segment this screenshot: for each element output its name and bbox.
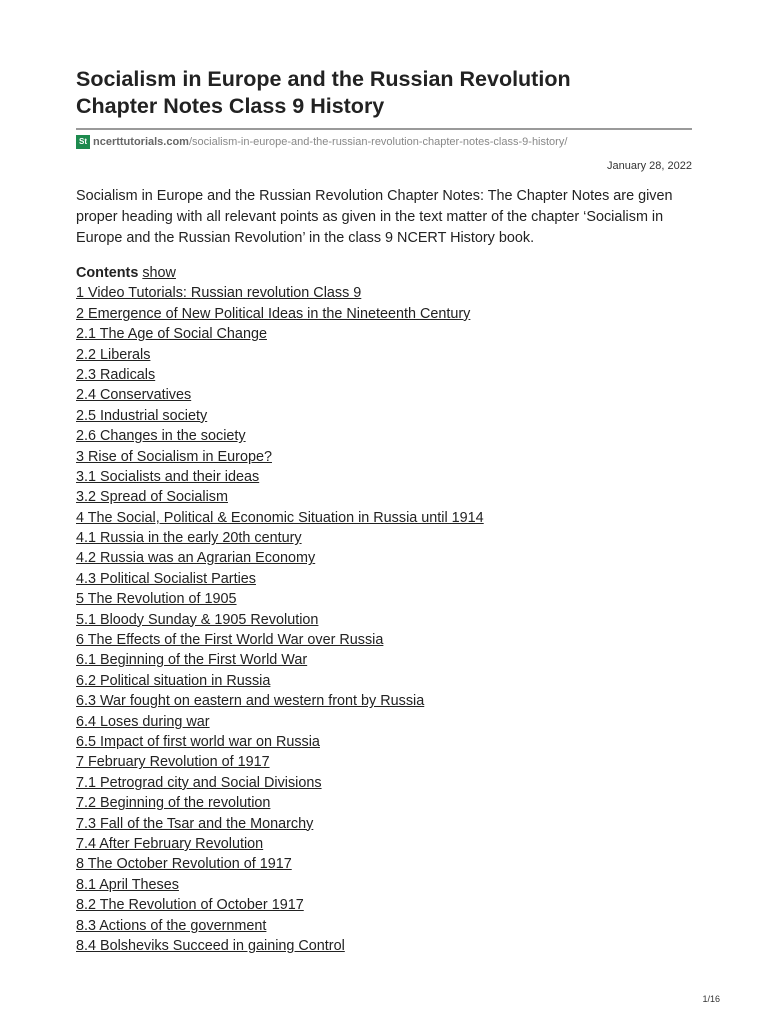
toc-item (76, 732, 692, 752)
page-number: 1/16 (702, 994, 720, 1004)
toc-item (76, 854, 692, 874)
toc-item (76, 773, 692, 793)
toc-item (76, 895, 692, 915)
source-link[interactable] (76, 134, 692, 150)
publish-date: January 28, 2022 (606, 160, 692, 172)
contents-toggle-link[interactable]: show (142, 265, 176, 281)
toc-item (76, 671, 692, 691)
toc-list (76, 283, 692, 956)
toc-link[interactable]: 7 February Revolution of 1917 (76, 754, 270, 771)
toc-item (76, 365, 692, 385)
toc-link[interactable]: 8.3 Actions of the government (76, 917, 267, 934)
toc-link[interactable]: 8.2 The Revolution of October 1917 (76, 897, 304, 914)
intro-paragraph: Socialism in Europe and the Russian Revolution Chapter Notes: The Chapter Notes are given proper heading with all relevant points as given in the text matter of the chapter ‘Socialism in Europe and the Russian Revolution’ in the class 9 NCERT History book. (76, 188, 673, 246)
toc-item (76, 834, 692, 854)
toc-link[interactable]: 4.1 Russia in the early 20th century (76, 530, 302, 547)
toc-link[interactable]: 8.4 Bolsheviks Succeed in gaining Control (76, 937, 345, 954)
toc-link[interactable]: 4 The Social, Political & Economic Situation in Russia until 1914 (76, 509, 484, 526)
toc-item (76, 712, 692, 732)
toc-item (76, 487, 692, 507)
toc-item (76, 610, 692, 630)
toc-item (76, 793, 692, 813)
toc-item (76, 916, 692, 936)
toc-item (76, 630, 692, 650)
toc-link[interactable]: 4.2 Russia was an Agrarian Economy (76, 550, 316, 567)
toc-link[interactable]: 8 The October Revolution of 1917 (76, 856, 292, 873)
page-title (76, 66, 692, 120)
toc-item (76, 508, 692, 528)
toc-link[interactable]: 7.1 Petrograd city and Social Divisions (76, 774, 322, 791)
toc-item (76, 936, 692, 956)
toc-link[interactable]: 2.3 Radicals (76, 366, 156, 383)
toc-item (76, 447, 692, 467)
toc-link[interactable]: 8.1 April Theses (76, 876, 179, 893)
toc-link[interactable]: 3.2 Spread of Socialism (76, 489, 228, 506)
article (76, 66, 692, 956)
toc-link[interactable]: 6.5 Impact of first world war on Russia (76, 733, 320, 750)
toc-link[interactable]: 2.1 The Age of Social Change (76, 326, 267, 343)
toc-link[interactable]: 6.3 War fought on eastern and western front by Russia (76, 693, 425, 710)
toc-item (76, 752, 692, 772)
site-logo-icon: St (76, 135, 90, 149)
toc-item (76, 385, 692, 405)
table-of-contents (76, 263, 692, 956)
toc-item (76, 814, 692, 834)
toc-link[interactable]: 4.3 Political Socialist Parties (76, 570, 256, 587)
toc-link[interactable]: 5 The Revolution of 1905 (76, 591, 237, 608)
toc-item (76, 426, 692, 446)
toc-link[interactable]: 2 Emergence of New Political Ideas in the Nineteenth Century (76, 305, 471, 322)
toc-item (76, 324, 692, 344)
toc-link[interactable]: 6 The Effects of the First World War over Russia (76, 632, 384, 649)
toc-item (76, 467, 692, 487)
toc-link[interactable]: 3 Rise of Socialism in Europe? (76, 448, 272, 465)
source-path: /socialism-in-europe-and-the-russian-revolution-chapter-notes-class-9-history/ (188, 136, 568, 148)
toc-item (76, 345, 692, 365)
title-line-2: Chapter Notes Class 9 History (76, 94, 385, 118)
toc-link[interactable]: 2.2 Liberals (76, 346, 151, 363)
toc-item (76, 304, 692, 324)
toc-link[interactable]: 6.4 Loses during war (76, 713, 210, 730)
toc-item (76, 569, 692, 589)
toc-link[interactable]: 3.1 Socialists and their ideas (76, 468, 260, 485)
toc-link[interactable]: 7.4 After February Revolution (76, 835, 264, 852)
toc-item (76, 650, 692, 670)
toc-link[interactable]: 7.3 Fall of the Tsar and the Monarchy (76, 815, 314, 832)
toc-link[interactable]: 2.4 Conservatives (76, 387, 192, 404)
contents-label: Contents (76, 265, 139, 281)
toc-item (76, 283, 692, 303)
toc-item (76, 691, 692, 711)
title-divider (76, 128, 692, 130)
toc-item (76, 528, 692, 548)
toc-link[interactable]: 2.5 Industrial society (76, 407, 208, 424)
toc-link[interactable]: 5.1 Bloody Sunday & 1905 Revolution (76, 611, 319, 628)
toc-item (76, 548, 692, 568)
toc-link[interactable]: 7.2 Beginning of the revolution (76, 795, 271, 812)
toc-link[interactable]: 2.6 Changes in the society (76, 428, 246, 445)
title-line-1: Socialism in Europe and the Russian Revolution (76, 67, 571, 91)
contents-heading (76, 263, 692, 283)
toc-link[interactable]: 6.2 Political situation in Russia (76, 672, 271, 689)
toc-link[interactable]: 1 Video Tutorials: Russian revolution Class 9 (76, 285, 362, 302)
toc-item (76, 875, 692, 895)
toc-item (76, 589, 692, 609)
toc-item (76, 406, 692, 426)
source-domain: ncerttutorials.com (93, 136, 189, 148)
toc-link[interactable]: 6.1 Beginning of the First World War (76, 652, 308, 669)
